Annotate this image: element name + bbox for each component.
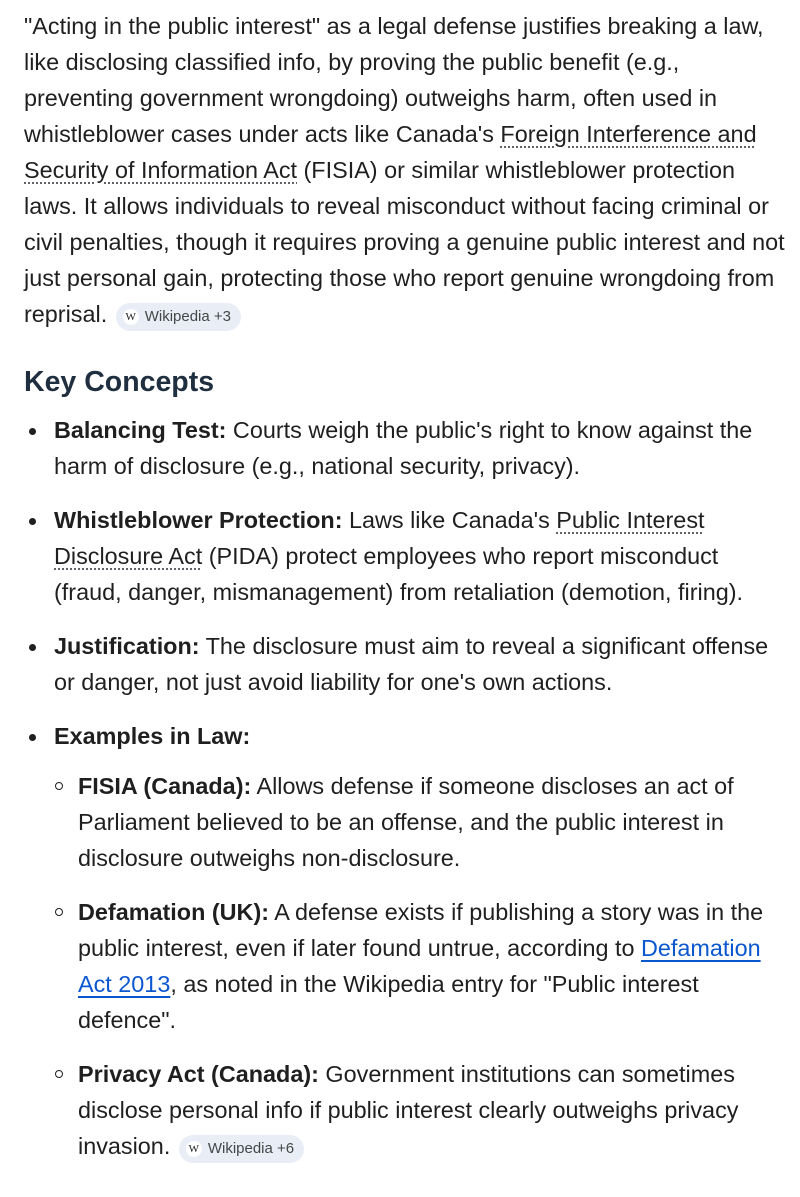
sub-item-defamation (54, 894, 786, 1038)
intro-text: "Acting in the public interest" as a legal defense justifies breaking a law, like disclosing classified info, by proving the public benefit (e.g., preventing government wrongdoing) outweighs harm, often used in whistleblower cases under acts like Canada's (24, 13, 764, 147)
key-concepts-list (24, 412, 786, 1164)
defamation-act-link[interactable]: Defamation Act 2013 (78, 935, 761, 997)
list-item-text-cont: (PIDA) protect employees who report misconduct (fraud, danger, mismanagement) from retaliation (demotion, firing). (54, 543, 744, 605)
wikipedia-icon: W (123, 309, 139, 325)
source-chip[interactable] (116, 303, 241, 331)
term-pida[interactable]: Public Interest Disclosure Act (54, 507, 705, 569)
sub-item-text: A defense exists if publishing a story was in the public interest, even if later found untrue, according to (78, 899, 764, 961)
list-item-title: Examples in Law: (54, 723, 251, 749)
sub-item-privacy-act (54, 1056, 786, 1164)
list-item-text: Laws like Canada's (342, 507, 557, 533)
list-item-title: Whistleblower Protection: (54, 507, 343, 533)
section-heading: Key Concepts (24, 366, 215, 398)
sub-item-title: Defamation (UK): (78, 899, 270, 925)
intro-text-cont: (FISIA) or similar whistleblower protection laws. It allows individuals to reveal misconduct without facing criminal or civil penalties, though it requires proving a genuine public interest and not just personal gain, protecting those who report genuine wrongdoing from reprisal. (24, 157, 785, 327)
list-item-justification (24, 628, 786, 700)
source-chip[interactable] (179, 1135, 304, 1163)
wikipedia-icon: W (186, 1141, 202, 1157)
list-item-text: Courts weigh the public's right to know against the harm of disclosure (e.g., national security, privacy). (54, 417, 753, 479)
list-item-title: Justification: (54, 633, 200, 659)
list-item-whistleblower-protection (24, 502, 786, 610)
sub-item-title: Privacy Act (Canada): (78, 1061, 319, 1087)
sub-item-text: Allows defense if someone discloses an act of Parliament believed to be an offense, and the public interest in disclosure outweighs non-disclosure. (78, 773, 734, 871)
sub-item-fisia (54, 768, 786, 876)
source-chip-label: Wikipedia +3 (144, 308, 231, 325)
source-chip-label: Wikipedia +6 (207, 1140, 295, 1157)
intro-paragraph (24, 8, 786, 332)
examples-sublist (54, 768, 786, 1164)
sub-item-text-cont: , as noted in the Wikipedia entry for "Public interest defence". (78, 971, 699, 1033)
sub-item-text: Government institutions can sometimes disclose personal info if public interest clearly outweighs privacy invasion. (78, 1061, 739, 1159)
sub-item-title: FISIA (Canada): (78, 773, 252, 799)
list-item-balancing-test (24, 412, 786, 484)
list-item-examples-in-law (24, 718, 786, 1164)
list-item-text: The disclosure must aim to reveal a significant offense or danger, not just avoid liability for one's own actions. (54, 633, 769, 695)
term-fisia[interactable]: Foreign Interference and Security of Information Act (24, 121, 757, 183)
list-item-title: Balancing Test: (54, 417, 227, 443)
